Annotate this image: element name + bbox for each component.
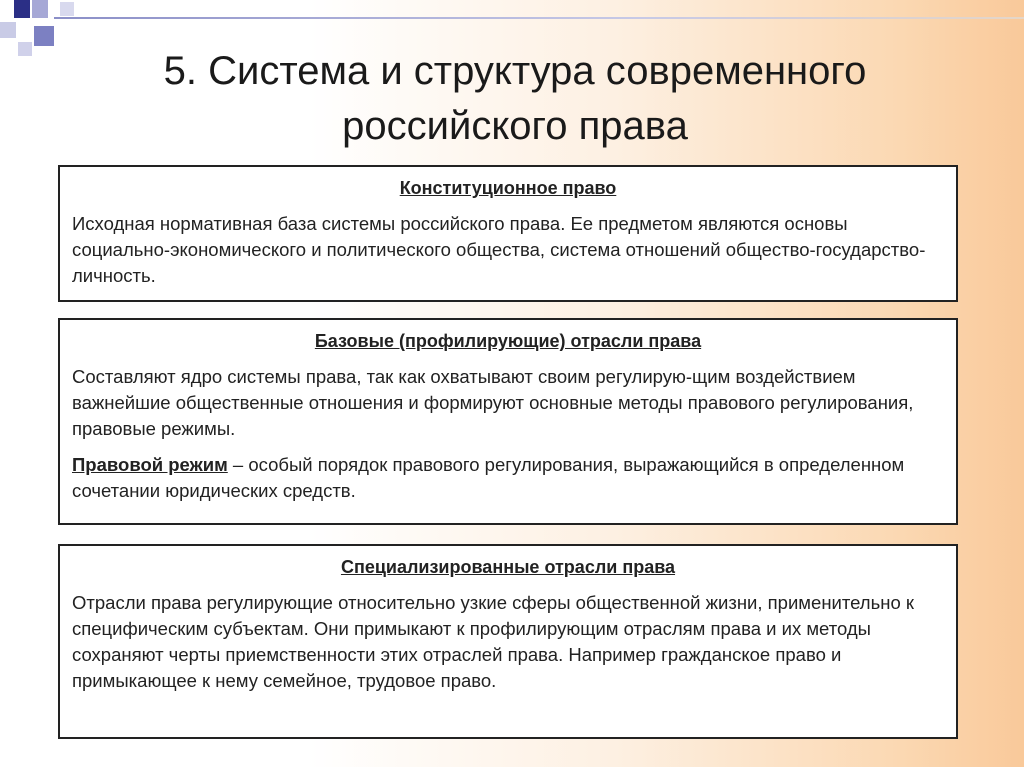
- section-constitutional-law: [58, 165, 958, 302]
- section-heading: Специализированные отрасли права: [340, 557, 676, 577]
- top-divider-line: [54, 17, 1024, 19]
- legal-regime-text: – особый порядок правового регулирования, выражающийся в определенном сочетании юридических средств.: [72, 454, 905, 501]
- section-basic-branches: [58, 318, 958, 525]
- legal-regime-term: Правовой режим: [72, 454, 228, 475]
- section-specialized-branches: [58, 544, 958, 739]
- slide-title-line-2: российского права: [342, 104, 688, 148]
- slide-title: [60, 44, 970, 154]
- legal-regime-definition: [72, 452, 944, 504]
- decor-square: [18, 42, 32, 56]
- section-text: Отрасли права регулирующие относительно узкие сферы общественной жизни, применительно к специфическим субъектам. Они примыкают к профилирующим отраслям права и их методы сохраняют черты приемственности этих отраслей права. Например гражданское право и примыкающее к нему семейное, трудовое право.: [72, 592, 914, 691]
- section-heading: Базовые (профилирующие) отрасли права: [314, 331, 702, 351]
- section-heading: Конституционное право: [399, 178, 617, 198]
- decor-square: [0, 22, 16, 38]
- slide-title-line-1: 5. Система и структура современного: [163, 49, 867, 93]
- decor-square: [32, 0, 48, 18]
- decor-square: [34, 26, 54, 46]
- section-text: Исходная нормативная база системы российского права. Ее предметом являются основы социально-экономического и политического общества, система отношений общество-государство-личность.: [72, 213, 926, 286]
- decor-square: [60, 2, 74, 16]
- section-text: Составляют ядро системы права, так как охватывают своим регулирую-щим воздействием важнейшие общественные отношения и формируют основные методы правового регулирования, правовые режимы.: [72, 366, 914, 439]
- decor-square: [14, 0, 30, 18]
